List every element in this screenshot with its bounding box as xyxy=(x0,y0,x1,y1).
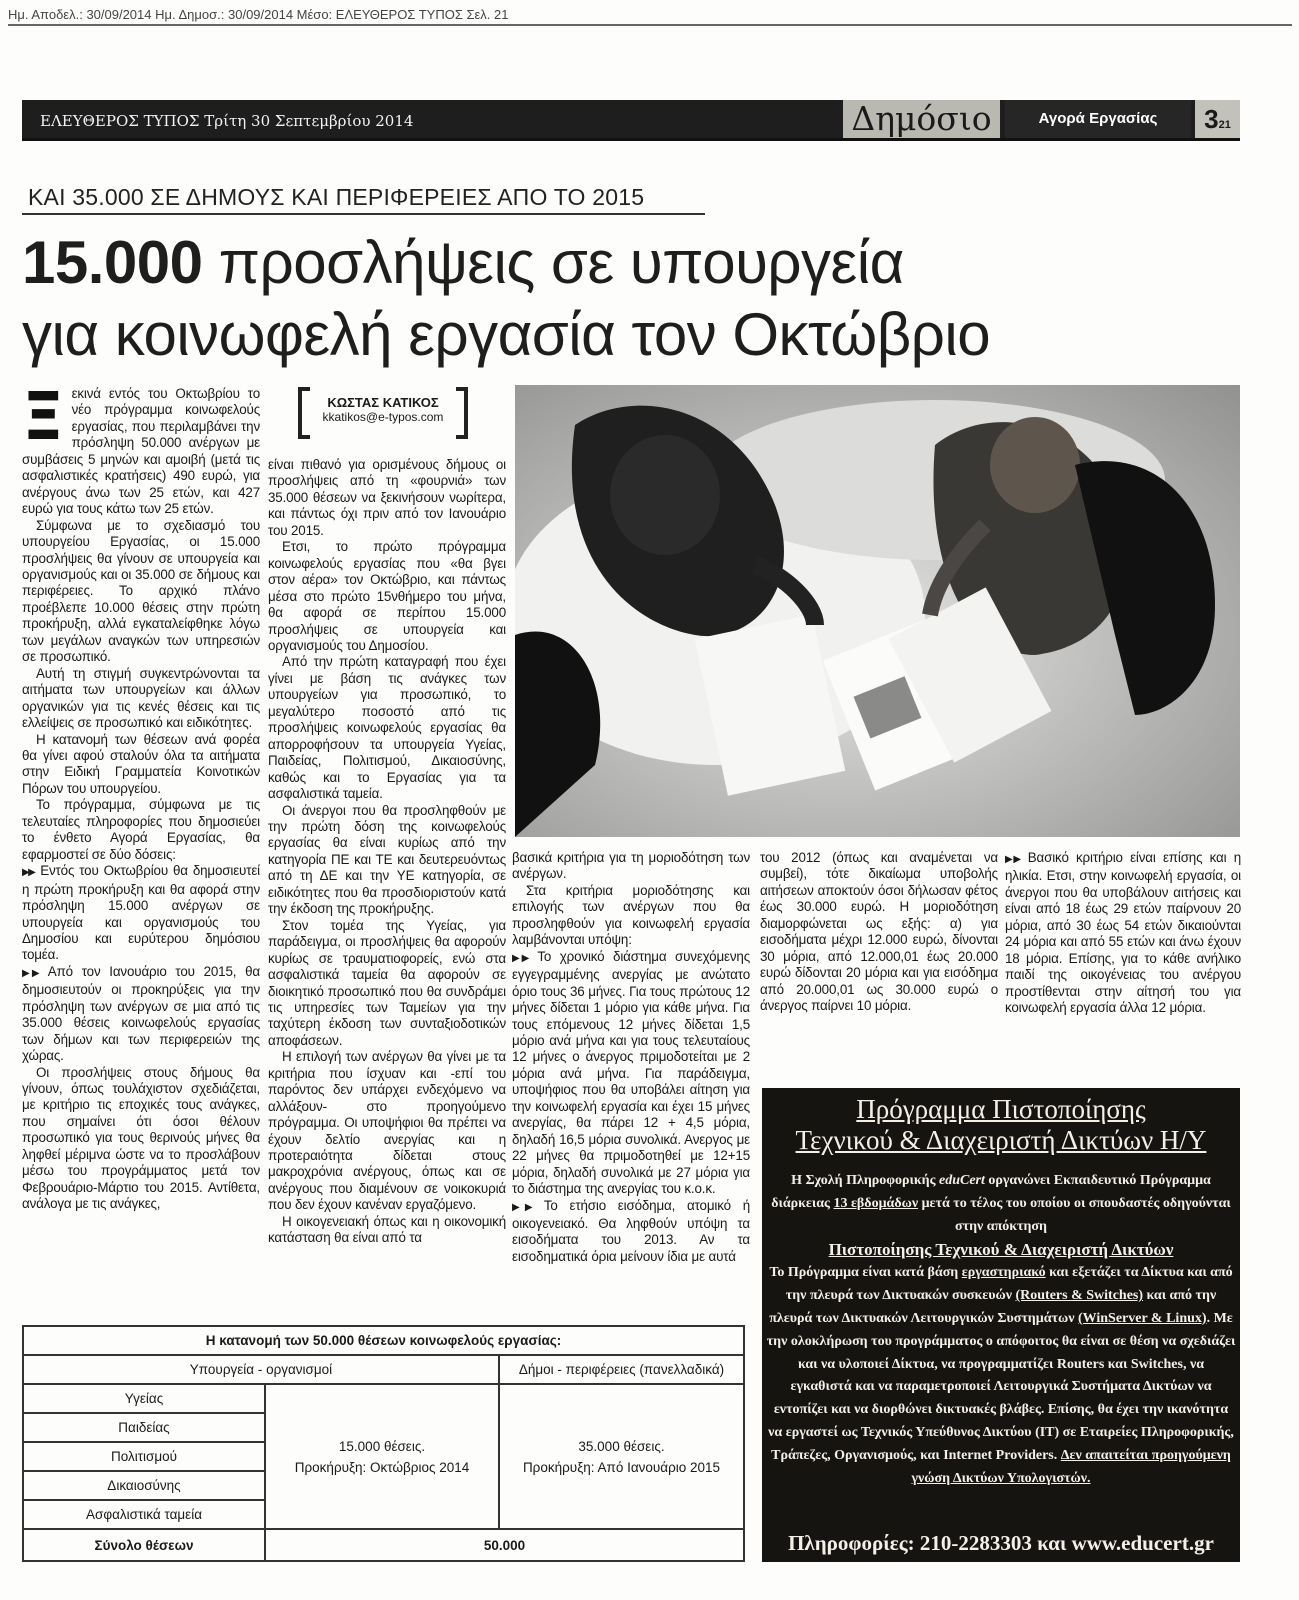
article-paragraph xyxy=(22,863,260,964)
paragraph-text: του 2012 (όπως και αναμένεται να συμβεί), τότε δικαίωμα υποβολής αιτήσεων αποκτούν όσοι δήλωσαν φέτος έως 30.000 ευρώ. Η μοριοδότηση διαμορφώνεται ως εξής: α) για εισοδήματα μέχρι 12.000 ευρώ, δίνονται 30 μόρια, από 12.000,01 έως 20.000 ευρώ δίδονται 20 μόρια και για εισόδημα από 20.000,01 ως 30.000 ευρώ ο άνεργος παίρνει 10 μόρια. xyxy=(760,850,998,1014)
article-paragraph xyxy=(512,949,750,1198)
page-number-big: 3 xyxy=(1204,104,1219,134)
paragraph-text: Η επιλογή των ανέργων θα γίνει με τα κριτήρια που ίσχυαν και -επί του παρόντος δεν υπάρχει ενδεχόμενο να αλλάξουν- στο προηγούμενο πρόγραμμα. Οι υποψήφιοι θα πρέπει να έχουν δελτίο ανεργίας και η προτεραιότητα δίδεται στους μακροχρόνια ανέργους, όπως και σε ανέργους που διαμένουν σε νοικοκυριά που δεν έχουν κανέναν εργαζόμενο. xyxy=(268,1049,506,1213)
author-name: ΚΩΣΤΑΣ ΚΑΤΙΚΟΣ xyxy=(327,395,439,410)
page-number-small: 21 xyxy=(1218,119,1231,131)
ministry-cell: Ασφαλιστικά ταμεία xyxy=(23,1500,265,1529)
bullet-arrow-icon: ▶▶ xyxy=(512,952,532,964)
paragraph-text: Η οικογενειακή όπως και η οικονομική κατάσταση θα είναι από τα xyxy=(268,1213,506,1246)
ad-brand: eduCert xyxy=(938,1173,985,1188)
bullet-arrow-icon: ▶▶ xyxy=(22,867,35,879)
masthead-section: Δημόσιο xyxy=(843,100,1000,138)
ministry-cell: Δικαιοσύνης xyxy=(23,1471,265,1500)
article-paragraph xyxy=(268,654,506,802)
article-paragraph xyxy=(22,797,260,863)
business-meeting-photo xyxy=(515,385,1240,837)
table-title: Η κατανομή των 50.000 θέσεων κοινωφελούς εργασίας: xyxy=(23,1326,744,1355)
paragraph-text: Το χρονικό διάστημα συνεχόμενης εγγεγραμμένης ανεργίας με ανώτατο όριο τους 36 μήνες. Για τους πρώτους 12 μήνες δίδεται 1 μόριο για κάθε μήνα. Για τους επόμενους 12 μήνες δίδεται 1,5 μόριο ανά μήνα και για τους τελευταίους 12 μήνες ο άνεργος πριμοδοτείται με 2 μόρια ανά μήνα. Για παράδειγμα, υποψήφιος που θα υποβάλει αίτηση για την κοινωφελή εργασία και έχει 15 μήνες ανεργίας, θα πάρει 12 + 4,5 μόρια, δηλαδή 16,5 μόρια συνολικά. Ανεργος με 22 μήνες θα πριμοδοτηθεί με 12+15 μόρια, δηλαδή συνολικά με 27 μόρια για το διάστημα της ανεργίας του κ.ο.κ. xyxy=(512,948,750,1197)
positions-distribution-table xyxy=(22,1325,745,1562)
ad-os: (WinServer & Linux) xyxy=(1077,1310,1207,1326)
drop-cap: Ξ xyxy=(22,386,64,455)
ministry-cell: Υγείας xyxy=(23,1384,265,1413)
header-ministries: Υπουργεία - οργανισμοί xyxy=(23,1355,499,1384)
ad-lab: εργαστηριακό xyxy=(961,1265,1046,1281)
ad-title-2: Τεχνικού & Διαχειριστή Δικτύων Η/Υ xyxy=(795,1125,1207,1155)
header-municipalities: Δήμοι - περιφέρειες (πανελλαδικά) xyxy=(499,1355,744,1384)
paragraph-text: είναι πιθανό για ορισμένους δήμους οι προσλήψεις από τη «φουρνιά» των 35.000 θέσεων να ξεκινήσουν νωρίτερα, και πάντως όχι πριν από τον Ιανουάριο του 2015. xyxy=(268,457,506,538)
article-column-3 xyxy=(512,850,750,1315)
paragraph-text: Σύμφωνα με το σχεδιασμό του υπουργείου Εργασίας, οι 15.000 προσλήψεις θα γίνουν σε υπουργεία και οργανισμούς και οι 35.000 σε δήμους και περιφέρειες. Το αρχικό πλάνο προέβλεπε 10.000 θέσεις στην πρώτη προκήρυξη, αλλά εγκαταλείφθηκε λόγω των μεγάλων αναγκών των υπηρεσιών σε προσωπικό. xyxy=(22,517,260,665)
total-value: 50.000 xyxy=(265,1529,744,1561)
paragraph-text: Εντός του Οκτωβρίου θα δημοσιευτεί η πρώτη προκήρυξη και θα αφορά στην πρόσληψη 15.000 ανέργων σε υπουργεία και οργανισμούς του Δημοσίου και ευρύτερου δημόσιου τομέα. xyxy=(22,863,260,963)
article-paragraph xyxy=(268,803,506,918)
bracket-right xyxy=(456,387,468,439)
author-email: kkatikos@e-typos.com xyxy=(322,410,444,424)
headline-line-1-text: προσλήψεις σε υπουργεία xyxy=(202,229,904,296)
ad-title-1: Πρόγραμμα Πιστοποίησης xyxy=(856,1094,1146,1124)
article-paragraph xyxy=(268,539,506,654)
ad-text: Η Σχολή Πληροφορικής xyxy=(791,1173,939,1188)
paragraph-text: Ετσι, το πρώτο πρόγραμμα κοινωφελούς εργασίας που «θα βγει στον αέρα» τον Οκτώβριο, και πάντως μέσα στο πρώτο 15νθήμερο του μήνα, θα αφορά σε περίπου 15.000 προσλήψεις σε υπουργεία και οργανισμούς του Δημοσίου. xyxy=(268,539,506,653)
article-paragraph xyxy=(22,666,260,732)
ad-text: μετά το τέλος του οποίου οι σπουδαστές οδηγούνται στην απόκτηση xyxy=(918,1195,1231,1234)
article-kicker: ΚΑΙ 35.000 ΣΕ ΔΗΜΟΥΣ ΚΑΙ ΠΕΡΙΦΕΡΕΙΕΣ ΑΠΟ ΤΟ 2015 xyxy=(28,184,645,210)
paragraph-text: Από τον Ιανουάριο του 2015, θα δημοσιευτούν οι προκηρύξεις για την πρόσληψη των ανέργων σε μια από τις 35.000 θέσεις κοινωφελούς εργασίας των δήμων και των περιφερειών της χώρας. xyxy=(22,963,260,1064)
article-paragraph xyxy=(22,732,260,798)
masthead-rubric: Αγορά Εργασίας xyxy=(1005,100,1191,138)
article-photo xyxy=(515,385,1240,837)
ministry-cell: Πολιτισμού xyxy=(23,1442,265,1471)
article-paragraph xyxy=(22,1065,260,1213)
article-paragraph xyxy=(268,1214,506,1247)
paragraph-text: Βασικό κριτήριο είναι επίσης και η ηλικία. Ετσι, στην κοινωφελή εργασία, οι άνεργοι που θα υποβάλουν αιτήσεις και είναι από 18 έως 29 ετών παίρνουν 20 μόρια, από 30 έως 54 ετών δικαιούνται 24 μόρια και από 55 ετών και άνω έχουν 18 μόρια. Επίσης, για το κάθε ανήλικο παιδί της οικογένειας του ανέργου προστίθενται στην αίτησή του για κοινωφελή εργασία άλλα 12 μόρια. xyxy=(1005,850,1241,1016)
paragraph-text: Η κατανομή των θέσεων ανά φορέα θα γίνει αφού σταλούν όλα τα αιτήματα στην Ειδική Γραμματεία Κοινοτικών Πόρων του υπουργείου. xyxy=(22,731,260,796)
bullet-arrow-icon: ▶▶ xyxy=(22,967,42,979)
ad-no-prior: Δεν απαιτείται προηγούμενη γνώση Δικτύων Υπολογιστών. xyxy=(911,1447,1231,1486)
ministries-notice: Προκήρυξη: Οκτώβριος 2014 xyxy=(294,1459,470,1475)
paragraph-text: Οι προσλήψεις στους δήμους θα γίνουν, όπως τουλάχιστον σχεδιάζεται, με κριτήριο τις εποχικές τους ανάγκες, που σημαίνει ότι όσοι θέλουν προσωπικό για τους θερινούς μήνες θα ληφθεί μέριμνα ώστε να το προσλάβουν μέσω του προγράμματος μετά τον Φεβρουάριο-Μάρτιο του 2015. Αντίθετα, ανάλογα με τις ανάγκες, xyxy=(22,1064,260,1212)
paragraph-text: Το πρόγραμμα, σύμφωνα με τις τελευταίες πληροφορίες που δημοσιεύει το ένθετο Αγορά Εργασίας, θα εφαρμοστεί σε δύο δόσεις: xyxy=(22,797,260,862)
paragraph-text: Το ετήσιο εισόδημα, ατομικό ή οικογενειακό. Θα ληφθούν υπόψη τα εισοδήματα του 2013. Αν τα εισοδηματικά όρια μείνουν ίδια με αυτά xyxy=(512,1197,750,1264)
ad-text: . Με την ολοκλήρωση του προγράμματος ο απόφοιτος θα είναι σε θέση να σχεδιάζει και να υλοποιεί Δίκτυα, να προγραμματίζει Routers και Switches, να εγκαθιστά και να παραμετροποιεί Λειτουργικά Συστήματα Δικτύων να εντοπίζει και να διορθώνει δικτυακές βλάβες. Επίσης, θα έχει την ικανότητα να εργαστεί ως Τεχνικός Υπεύθυνος Δικτύου (IT) σε Εταιρείες Πληροφορικής, Τράπεζες, Οργανισμούς, και Internet Providers. xyxy=(766,1310,1236,1463)
article-column-4 xyxy=(760,850,998,1050)
article-column-1 xyxy=(22,386,260,1316)
article-paragraph xyxy=(268,1049,506,1214)
paragraph-text: Αυτή τη στιγμή συγκεντρώνονται τα αιτήματα των υπουργείων και άλλων οργανικών για τις κενές θέσεις και τις ελλείψεις σε προσωπικό και ειδικότητες. xyxy=(22,665,260,731)
municipal-notice: Προκήρυξη: Από Ιανουάριο 2015 xyxy=(522,1459,721,1475)
bullet-arrow-icon: ▶▶ xyxy=(1005,854,1022,865)
article-paragraph xyxy=(512,883,750,949)
article-column-5 xyxy=(1005,850,1241,1050)
headline-line-2: για κοινωφελή εργασία τον Οκτώβριο xyxy=(22,301,991,368)
municipal-summary xyxy=(499,1384,744,1529)
headline-line-1 xyxy=(22,228,904,297)
ad-body xyxy=(762,1156,1240,1490)
paragraph-text: Στον τομέα της Υγείας, για παράδειγμα, οι προσλήψεις θα αφορούν κυρίως σε τραυματιοφορείς, ενώ στα ασφαλιστικά ταμεία θα αφορούν σε διοικητικό προσωπικό που θα συνδράμει τις υπηρεσίες των Ταμείων για την ταχύτερη έκδοση των συνταξιοδοτικών αποφάσεων. xyxy=(268,917,506,1048)
bullet-arrow-icon: ▶▶ xyxy=(512,1201,538,1213)
article-paragraph xyxy=(22,518,260,666)
meta-divider xyxy=(8,24,1292,26)
masthead-paper-date: ΕΛΕΥΘΕΡΟΣ ΤΥΠΟΣ Τρίτη 30 Σεπτεμβρίου 2014 xyxy=(40,112,414,130)
headline-number: 15.000 xyxy=(22,229,203,296)
ministries-summary xyxy=(265,1384,499,1529)
educert-advertisement xyxy=(762,1088,1240,1562)
ad-text: οργανώνει Εκπαιδευτικό Πρόγραμμα διάρκειας xyxy=(771,1173,1211,1211)
ad-devices: (Routers & Switches) xyxy=(1015,1288,1144,1304)
ad-duration: 13 εβδομάδων xyxy=(833,1195,919,1211)
paragraph-text: Στα κριτήρια μοριοδότησης και επιλογής των ανέργων που θα προσληφθούν για κοινωφελή εργασία λαμβάνονται υπόψη: xyxy=(512,882,750,948)
page-number xyxy=(1195,100,1240,138)
article-paragraph xyxy=(512,850,750,883)
ad-contact: Πληροφορίες: 210-2283303 και www.educert.gr xyxy=(788,1531,1214,1555)
article-paragraph xyxy=(268,918,506,1050)
article-column-2 xyxy=(268,457,506,1317)
paragraph-text: Από την πρώτη καταγραφή που έχει γίνει με βάση τις ανάγκες των υπουργείων για προσωπικό, το μεγαλύτερο ποσοστό από τις προσλήψεις κοινωφελούς εργασίας θα απορροφήσουν τα υπουργεία Υγείας, Παιδείας, Πολιτισμού, Δικαιοσύνης, καθώς και το Εργασίας για τα ασφαλιστικά ταμεία. xyxy=(268,654,506,802)
ministry-cell: Παιδείας xyxy=(23,1413,265,1442)
kicker-underline xyxy=(22,213,705,215)
paragraph-text: βασικά κριτήρια για τη μοριοδότηση των ανέργων. xyxy=(512,850,750,882)
total-label: Σύνολο θέσεων xyxy=(23,1529,265,1561)
clipping-meta-line: Ημ. Αποδελ.: 30/09/2014 Ημ. Δημοσ.: 30/09/2014 Μέσο: ΕΛΕΥΘΕΡΟΣ ΤΥΠΟΣ Σελ. 21 xyxy=(8,7,509,22)
ad-certification: Πιστοποίησης Τεχνικού & Διαχειριστή Δικτύων xyxy=(828,1240,1174,1260)
byline-box xyxy=(298,387,468,433)
municipal-positions: 35.000 θέσεις. xyxy=(578,1438,665,1454)
ad-text: και εξετάζει τα Δίκτυα και από την πλευρά των Δικτυακών συσκευών xyxy=(785,1265,1233,1304)
ad-text: και από την πλευρά των Δικτυακών Λειτουργικών Συστημάτων xyxy=(769,1288,1217,1326)
article-paragraph xyxy=(268,457,506,539)
bracket-left xyxy=(298,387,310,439)
article-paragraph xyxy=(22,964,260,1065)
article-paragraph xyxy=(512,1198,750,1266)
article-paragraph xyxy=(1005,850,1241,1017)
article-paragraph xyxy=(760,850,998,1015)
ad-text: Το Πρόγραμμα είναι κατά βάση xyxy=(769,1265,962,1281)
paragraph-text: Οι άνεργοι που θα προσληφθούν με την πρώτη δόση της κοινωφελούς εργασίας θα είναι κυρίως από την κατηγορία ΠΕ και ΤΕ και δευτερευόντως από τη ΔΕ και την ΥΕ κατηγορία, σε ειδικότητες που θα προσδιοριστούν κατά την έκδοση της προκήρυξης. xyxy=(268,802,506,917)
paragraph-text: εκινά εντός του Οκτωβρίου το νέο πρόγραμμα κοινωφελούς εργασίας, που περιλαμβάνει την πρόσληψη 50.000 ανέργων με συμβάσεις 5 μηνών και αμοιβή (μετά τις ασφαλιστικές κρατήσεις) 490 ευρώ, για ανέργους άνω των 25 ετών, και 427 ευρώ για τους κάτω των 25 ετών. xyxy=(22,386,260,517)
ministries-positions: 15.000 θέσεις. xyxy=(338,1438,426,1454)
